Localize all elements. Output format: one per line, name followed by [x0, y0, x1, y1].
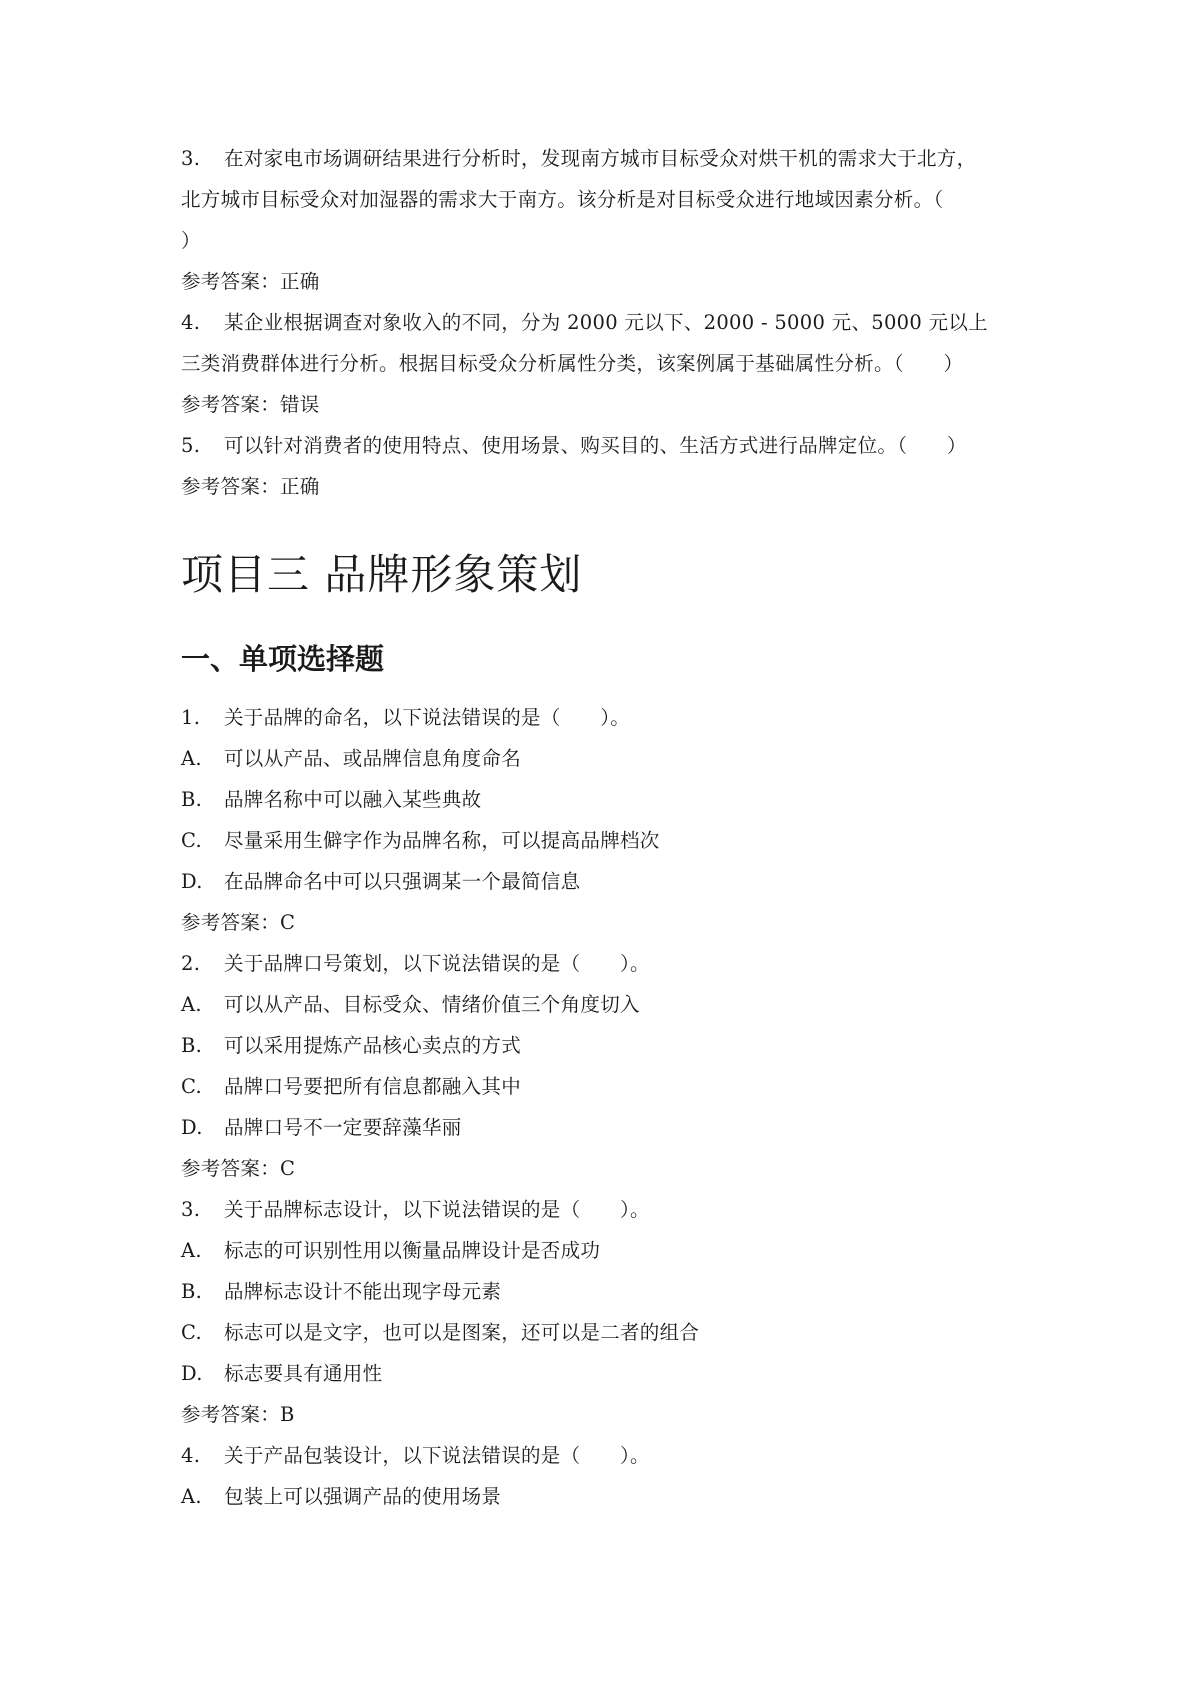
- option-letter: D.: [181, 1116, 203, 1139]
- question-text: 在对家电市场调研结果进行分析时，发现南方城市目标受众对烘干机的需求大于北方，: [224, 147, 977, 170]
- question-number: 4.: [181, 311, 201, 334]
- answer-line: 参考答案：正确: [181, 270, 320, 293]
- question-text: 关于品牌口号策划，以下说法错误的是（ ）。: [224, 952, 650, 975]
- mcq-question: [181, 943, 1021, 984]
- mcq-option: [181, 1107, 1021, 1148]
- question-3-line-1: [181, 138, 1021, 179]
- question-5-line-1: [181, 425, 1021, 466]
- mcq-option: [181, 738, 1021, 779]
- answer-line: 参考答案：正确: [181, 475, 320, 498]
- option-letter: A.: [181, 993, 202, 1016]
- option-letter: D.: [181, 870, 203, 893]
- option-text: 可以从产品、目标受众、情绪价值三个角度切入: [224, 993, 640, 1016]
- option-text: 品牌标志设计不能出现字母元素: [224, 1280, 502, 1303]
- mcq-question: [181, 1189, 1021, 1230]
- question-number: 4.: [181, 1444, 201, 1467]
- option-text: 标志可以是文字，也可以是图案，还可以是二者的组合: [224, 1321, 700, 1344]
- question-number: 2.: [181, 952, 201, 975]
- true-false-section: [181, 138, 1021, 507]
- question-3-line-3: ）: [181, 229, 201, 252]
- question-text: 关于品牌的命名，以下说法错误的是（ ）。: [224, 706, 631, 729]
- mcq-option: [181, 1230, 1021, 1271]
- mcq-option: [181, 984, 1021, 1025]
- question-text: 关于品牌标志设计，以下说法错误的是（ ）。: [224, 1198, 650, 1221]
- project-title: 项目三 品牌形象策划: [181, 550, 583, 599]
- option-text: 可以从产品、或品牌信息角度命名: [224, 747, 522, 770]
- option-text: 在品牌命名中可以只强调某一个最简信息: [224, 870, 581, 893]
- option-text: 标志要具有通用性: [224, 1362, 383, 1385]
- option-text: 品牌口号要把所有信息都融入其中: [224, 1075, 522, 1098]
- mcq-option: [181, 1271, 1021, 1312]
- question-number: 1.: [181, 706, 201, 729]
- option-letter: A.: [181, 1239, 202, 1262]
- question-4-line-2: 三类消费群体进行分析。根据目标受众分析属性分类，该案例属于基础属性分析。（ ）: [181, 352, 964, 375]
- option-letter: D.: [181, 1362, 203, 1385]
- option-text: 品牌口号不一定要辞藻华丽: [224, 1116, 462, 1139]
- section-title: 一、单项选择题: [181, 642, 385, 676]
- option-letter: A.: [181, 1485, 202, 1508]
- option-text: 尽量采用生僻字作为品牌名称，可以提高品牌档次: [224, 829, 660, 852]
- option-letter: B.: [181, 788, 203, 811]
- mcq-option: [181, 1066, 1021, 1107]
- mcq-question: [181, 697, 1021, 738]
- option-text: 标志的可识别性用以衡量品牌设计是否成功: [224, 1239, 601, 1262]
- question-number: 3.: [181, 147, 201, 170]
- question-number: 3.: [181, 1198, 201, 1221]
- question-text: 某企业根据调查对象收入的不同，分为 2000 元以下、2000 - 5000 元、5000 元以上: [224, 311, 988, 334]
- answer-line: 参考答案：B: [181, 1403, 295, 1426]
- mcq-option: [181, 1476, 1021, 1517]
- answer-line: 参考答案：C: [181, 911, 296, 934]
- question-4-line-1: [181, 302, 1021, 343]
- option-letter: C.: [181, 829, 203, 852]
- mcq-option: [181, 1025, 1021, 1066]
- mcq-question: [181, 1435, 1021, 1476]
- mcq-option: [181, 820, 1021, 861]
- answer-line: 参考答案：错误: [181, 393, 320, 416]
- option-letter: C.: [181, 1321, 203, 1344]
- mcq-option: [181, 861, 1021, 902]
- option-text: 可以采用提炼产品核心卖点的方式: [224, 1034, 522, 1057]
- option-text: 品牌名称中可以融入某些典故: [224, 788, 482, 811]
- mcq-option: [181, 1312, 1021, 1353]
- option-letter: A.: [181, 747, 202, 770]
- question-number: 5.: [181, 434, 201, 457]
- multiple-choice-section: [181, 697, 1021, 1517]
- question-3-line-2: 北方城市目标受众对加湿器的需求大于南方。该分析是对目标受众进行地域因素分析。（: [181, 188, 944, 211]
- mcq-option: [181, 779, 1021, 820]
- mcq-option: [181, 1353, 1021, 1394]
- option-letter: C.: [181, 1075, 203, 1098]
- answer-line: 参考答案：C: [181, 1157, 296, 1180]
- question-text: 可以针对消费者的使用特点、使用场景、购买目的、生活方式进行品牌定位。（ ）: [224, 434, 967, 457]
- option-letter: B.: [181, 1280, 203, 1303]
- option-text: 包装上可以强调产品的使用场景: [224, 1485, 502, 1508]
- question-text: 关于产品包装设计，以下说法错误的是（ ）。: [224, 1444, 650, 1467]
- option-letter: B.: [181, 1034, 203, 1057]
